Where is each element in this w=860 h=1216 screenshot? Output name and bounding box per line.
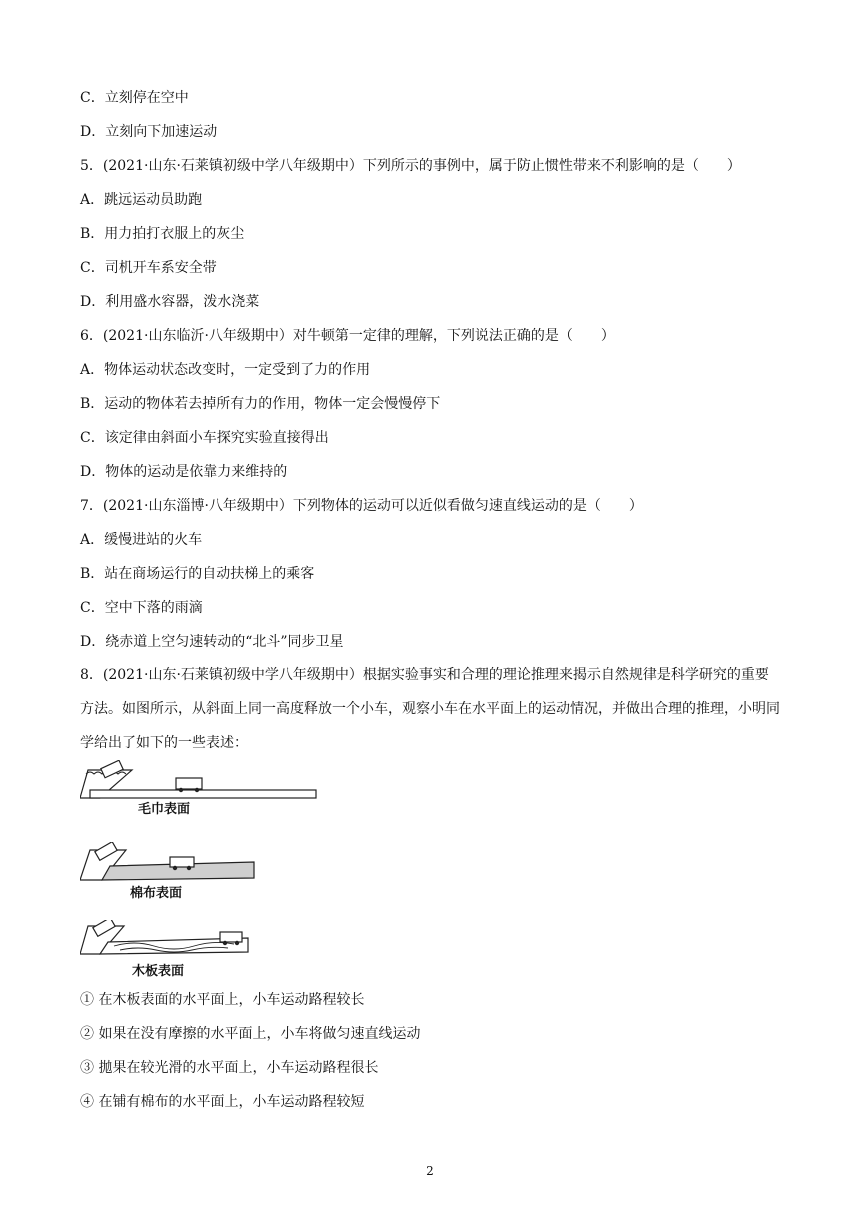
question-7: 7．(2021·山东淄博·八年级期中）下列物体的运动可以近似看做匀速直线运动的是（ ） <box>80 498 643 514</box>
option-c-q6: C．该定律由斜面小车探究实验直接得出 <box>80 430 329 446</box>
figure-wood-surface <box>80 920 260 979</box>
question-6: 6．(2021·山东临沂·八年级期中）对牛顿第一定律的理解，下列说法正确的是（ ） <box>80 328 615 344</box>
option-b-q7: B．站在商场运行的自动扶梯上的乘客 <box>80 566 315 582</box>
statement-1: ① 在木板表面的水平面上，小车运动路程较长 <box>80 992 365 1008</box>
wood-ramp-diagram <box>80 920 260 964</box>
page-number: 2 <box>426 1164 434 1178</box>
option-a-q7: A．缓慢进站的火车 <box>80 532 203 548</box>
question-5: 5．(2021·山东·石莱镇初级中学八年级期中）下列所示的事例中，属于防止惯性带来不利影响的是（ ） <box>80 158 741 174</box>
wood-surface-label: 木板表面 <box>132 964 185 979</box>
towel-surface-label: 毛巾表面 <box>138 802 191 817</box>
option-d-q5: D．利用盛水容器，泼水浇菜 <box>80 294 260 310</box>
option-d-q6: D．物体的运动是依靠力来维持的 <box>80 464 288 480</box>
option-b-q5: B．用力拍打衣服上的灰尘 <box>80 226 245 242</box>
option-b-q6: B．运动的物体若去掉所有力的作用，物体一定会慢慢停下 <box>80 396 441 412</box>
statement-2: ② 如果在没有摩擦的水平面上，小车将做匀速直线运动 <box>80 1026 421 1042</box>
question-8: 8．(2021·山东·石莱镇初级中学八年级期中）根据实验事实和合理的理论推理来揭示自然规律是科学研究的重要方法。如图所示，从斜面上同一高度释放一个小车，观察小车在水平面上的运动情况，并做出合理的推理，小明同学给出了如下的一些表述： <box>80 667 780 751</box>
figure-cotton-surface <box>80 842 260 901</box>
figure-towel-surface <box>80 760 320 817</box>
option-a-q5: A．跳远运动员助跑 <box>80 192 203 208</box>
towel-ramp-diagram <box>80 760 320 804</box>
option-a-q6: A．物体运动状态改变时，一定受到了力的作用 <box>80 362 371 378</box>
statement-3: ③ 拋果在较光滑的水平面上，小车运动路程很长 <box>80 1060 379 1076</box>
cotton-surface-label: 棉布表面 <box>130 886 183 901</box>
option-d-q7: D．绕赤道上空匀速转动的“北斗”同步卫星 <box>80 634 344 650</box>
option-c-q7: C．空中下落的雨滴 <box>80 600 203 616</box>
statement-4: ④ 在铺有棉布的水平面上，小车运动路程较短 <box>80 1094 365 1110</box>
option-c-q4: C．立刻停在空中 <box>80 90 189 106</box>
option-c-q5: C．司机开车系安全带 <box>80 260 217 276</box>
cotton-ramp-diagram <box>80 842 260 886</box>
option-d-q4: D．立刻向下加速运动 <box>80 124 218 140</box>
